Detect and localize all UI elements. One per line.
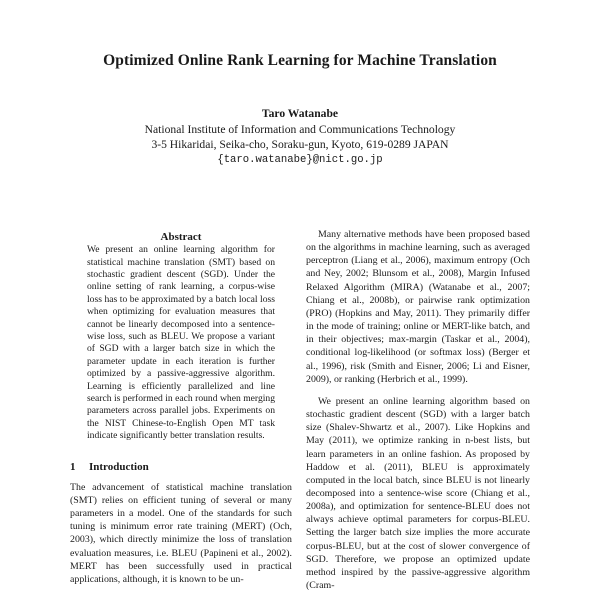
author-address: 3-5 Hikaridai, Seika-cho, Soraku-gun, Kyoto, 619-0289 JAPAN bbox=[151, 138, 449, 151]
author-email: {taro.watanabe}@nict.go.jp bbox=[217, 153, 383, 166]
section-number: 1 bbox=[70, 460, 76, 473]
paper-title: Optimized Online Rank Learning for Machine Translation bbox=[103, 52, 497, 69]
author-affiliation: National Institute of Information and Communications Technology bbox=[144, 122, 456, 136]
author-block bbox=[0, 106, 600, 168]
right-paragraph-1: Many alternative methods have been proposed based on the algorithms in machine learning, such as averaged perceptron (Liang et al., 2006), maximum entropy (Och and Ney, 2002; Blunsom et al., 2008), Margin Infused Relaxed Algorithm (MIRA) (Watanabe et al., 2007; Chiang et al., 2008b), or pairwise rank optimization (PRO) (Hopkins and May, 2011). They primarily differ in the mode of training; online or MERT-like batch, and in their objectives; max-margin (Taskar et al., 2004), conditional log-likelihood (or softmax loss) (Berger et al., 1996), risk (Smith and Eisner, 2006; Li and Eisner, 2009), or ranking (Herbrich et al., 1999). bbox=[306, 229, 530, 385]
abstract-text: We present an online learning algorithm for statistical machine translation (SMT) based on stochastic gradient descent (SGD). Under the online setting of rank learning, a corpus-wise loss has to be approximated by a batch local loss when optimizing for evaluation measures that cannot be linearly decomposed into a sentence-wise loss, such as BLEU. We propose a variant of SGD with a larger batch size in which the parameter update in each iteration is further optimized by a passive-aggressive algorithm. Learning is efficiently parallelized and line search is performed in each round when merging parameters across parallel jobs. Experiments on the NIST Chinese-to-English Open MT task indicate significantly better translation results. bbox=[87, 244, 275, 442]
right-paragraph-2: We present an online learning algorithm based on stochastic gradient descent (SGD) with a larger batch size (Shalev-Shwartz et al., 2007). Like Hopkins and May (2011), we optimize ranking in n-best lists, but learn parameters in an online fashion. As proposed by Haddow et al. (2011), BLEU is approximately computed in the local batch, since BLEU is not linearly decomposed into a sentence-wise score (Chiang et al., 2008a), and optimization for sentence-BLEU does not always achieve optimal parameters for corpus-BLEU. Setting the larger batch size implies the more accurate corpus-BLEU, but at the cost of slower convergence of SGD. Therefore, we propose an optimized update method inspired by the passive-aggressive algorithm (Cram- bbox=[306, 395, 530, 592]
left-column bbox=[70, 228, 292, 586]
author-name: Taro Watanabe bbox=[261, 107, 339, 120]
section-heading-introduction bbox=[70, 461, 292, 474]
section-title: Introduction bbox=[89, 460, 149, 473]
right-column bbox=[306, 228, 530, 592]
introduction-text: The advancement of statistical machine translation (SMT) relies on efficient tuning of several or many parameters in a model. One of the standards for such tuning is minimum error rate training (MERT) (Och, 2003), which directly minimize the loss of translation evaluation measures, i.e. BLEU (Papineni et al., 2002). MERT has been successfully used in practical applications, although, it is known to be un- bbox=[70, 481, 292, 585]
abstract-heading: Abstract bbox=[160, 231, 202, 243]
